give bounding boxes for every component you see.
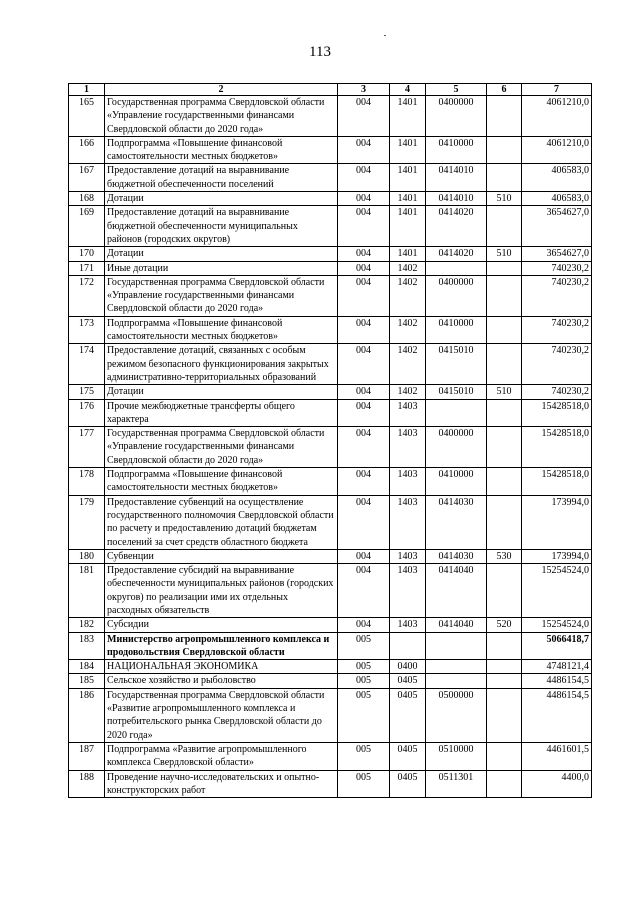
item-name-cell: Предоставление субсидий на выравнивание обеспеченности муниципальных районов (городских округов) по реализации ими их отдельных расходных обязательств <box>105 564 338 618</box>
table-row <box>69 564 592 618</box>
item-name-cell: Дотации <box>105 385 338 399</box>
target-article-cell: 0400000 <box>426 96 487 137</box>
section-code-cell <box>390 632 426 660</box>
item-name-cell: Сельское хозяйство и рыболовство <box>105 674 338 688</box>
item-name-cell: Государственная программа Свердловской области «Управление государственными финансами Свердловской области до 2020 года» <box>105 427 338 468</box>
column-header: 7 <box>522 84 592 96</box>
item-name-cell: Предоставление дотаций на выравнивание бюджетной обеспеченности муниципальных районов (городских округов) <box>105 206 338 247</box>
table-row <box>69 275 592 316</box>
amount-cell: 406583,0 <box>522 192 592 206</box>
amount-cell: 15428518,0 <box>522 427 592 468</box>
expense-type-cell <box>487 206 522 247</box>
row-number-cell: 184 <box>69 660 105 674</box>
row-number-cell: 172 <box>69 275 105 316</box>
ministry-code-cell: 004 <box>338 247 390 261</box>
row-number-cell: 185 <box>69 674 105 688</box>
amount-cell: 173994,0 <box>522 495 592 549</box>
ministry-code-cell: 004 <box>338 96 390 137</box>
amount-cell: 4061210,0 <box>522 136 592 164</box>
expense-type-cell <box>487 742 522 770</box>
section-code-cell: 1401 <box>390 136 426 164</box>
amount-cell: 15428518,0 <box>522 399 592 427</box>
item-name-cell: Субвенции <box>105 549 338 563</box>
page-number: 113 <box>309 44 331 60</box>
table-row <box>69 468 592 496</box>
section-code-cell: 1402 <box>390 385 426 399</box>
row-number-cell: 165 <box>69 96 105 137</box>
amount-cell: 15428518,0 <box>522 468 592 496</box>
row-number-cell: 180 <box>69 549 105 563</box>
item-name-cell: Прочие межбюджетные трансферты общего характера <box>105 399 338 427</box>
table-body <box>69 96 592 798</box>
row-number-cell: 166 <box>69 136 105 164</box>
amount-cell: 5066418,7 <box>522 632 592 660</box>
table-row <box>69 247 592 261</box>
target-article-cell: 0414020 <box>426 247 487 261</box>
ministry-code-cell: 004 <box>338 261 390 275</box>
item-name-cell: НАЦИОНАЛЬНАЯ ЭКОНОМИКА <box>105 660 338 674</box>
ministry-code-cell: 004 <box>338 136 390 164</box>
amount-cell: 3654627,0 <box>522 206 592 247</box>
item-name-cell: Дотации <box>105 192 338 206</box>
ministry-code-cell: 005 <box>338 770 390 798</box>
expense-type-cell <box>487 164 522 192</box>
amount-cell: 740230,2 <box>522 385 592 399</box>
row-number-cell: 176 <box>69 399 105 427</box>
target-article-cell: 0410000 <box>426 316 487 344</box>
section-code-cell: 1401 <box>390 192 426 206</box>
expense-type-cell: 520 <box>487 618 522 632</box>
target-article-cell: 0414010 <box>426 164 487 192</box>
amount-cell: 173994,0 <box>522 549 592 563</box>
expense-type-cell: 510 <box>487 247 522 261</box>
table-row <box>69 261 592 275</box>
item-name-cell: Государственная программа Свердловской области «Управление государственными финансами Свердловской области до 2020 года» <box>105 96 338 137</box>
expense-type-cell <box>487 316 522 344</box>
target-article-cell: 0510000 <box>426 742 487 770</box>
table-row <box>69 344 592 385</box>
target-article-cell: 0400000 <box>426 427 487 468</box>
amount-cell: 740230,2 <box>522 344 592 385</box>
item-name-cell: Подпрограмма «Повышение финансовой самостоятельности местных бюджетов» <box>105 136 338 164</box>
table-row <box>69 96 592 137</box>
target-article-cell <box>426 399 487 427</box>
target-article-cell: 0500000 <box>426 688 487 742</box>
row-number-cell: 169 <box>69 206 105 247</box>
expense-type-cell <box>487 495 522 549</box>
ministry-code-cell: 004 <box>338 618 390 632</box>
section-code-cell: 1403 <box>390 399 426 427</box>
expense-type-cell <box>487 399 522 427</box>
target-article-cell <box>426 674 487 688</box>
row-number-cell: 186 <box>69 688 105 742</box>
item-name-cell: Предоставление дотаций на выравнивание бюджетной обеспеченности поселений <box>105 164 338 192</box>
amount-cell: 4461601,5 <box>522 742 592 770</box>
ministry-code-cell: 004 <box>338 316 390 344</box>
ministry-code-cell: 004 <box>338 399 390 427</box>
expense-type-cell: 530 <box>487 549 522 563</box>
row-number-cell: 175 <box>69 385 105 399</box>
column-header: 6 <box>487 84 522 96</box>
expense-type-cell <box>487 564 522 618</box>
ministry-code-cell: 004 <box>338 495 390 549</box>
ministry-code-cell: 005 <box>338 688 390 742</box>
expense-type-cell <box>487 632 522 660</box>
amount-cell: 740230,2 <box>522 316 592 344</box>
table-row <box>69 618 592 632</box>
ministry-code-cell: 004 <box>338 427 390 468</box>
section-code-cell: 1401 <box>390 96 426 137</box>
table-row <box>69 136 592 164</box>
expense-type-cell <box>487 136 522 164</box>
row-number-cell: 188 <box>69 770 105 798</box>
row-number-cell: 173 <box>69 316 105 344</box>
item-name-cell: Субсидии <box>105 618 338 632</box>
table-header-row <box>69 84 592 96</box>
ministry-code-cell: 004 <box>338 468 390 496</box>
row-number-cell: 182 <box>69 618 105 632</box>
section-code-cell: 1403 <box>390 618 426 632</box>
target-article-cell: 0414030 <box>426 549 487 563</box>
row-number-cell: 187 <box>69 742 105 770</box>
amount-cell: 740230,2 <box>522 275 592 316</box>
table-row <box>69 192 592 206</box>
section-code-cell: 1401 <box>390 164 426 192</box>
item-name-cell: Государственная программа Свердловской области «Управление государственными финансами Свердловской области до 2020 года» <box>105 275 338 316</box>
section-code-cell: 1403 <box>390 495 426 549</box>
expense-type-cell <box>487 344 522 385</box>
table-row <box>69 206 592 247</box>
table-row <box>69 164 592 192</box>
row-number-cell: 178 <box>69 468 105 496</box>
amount-cell: 4486154,5 <box>522 688 592 742</box>
column-header: 5 <box>426 84 487 96</box>
section-code-cell: 1403 <box>390 427 426 468</box>
section-code-cell: 0405 <box>390 742 426 770</box>
scan-speck <box>384 35 386 36</box>
section-code-cell: 1402 <box>390 344 426 385</box>
column-header: 1 <box>69 84 105 96</box>
expense-type-cell <box>487 96 522 137</box>
item-name-cell: Подпрограмма «Повышение финансовой самостоятельности местных бюджетов» <box>105 316 338 344</box>
target-article-cell <box>426 261 487 275</box>
section-code-cell: 1401 <box>390 206 426 247</box>
ministry-code-cell: 004 <box>338 564 390 618</box>
amount-cell: 15254524,0 <box>522 618 592 632</box>
expense-type-cell <box>487 261 522 275</box>
target-article-cell: 0414040 <box>426 564 487 618</box>
row-number-cell: 167 <box>69 164 105 192</box>
target-article-cell: 0410000 <box>426 136 487 164</box>
table-row <box>69 660 592 674</box>
amount-cell: 15254524,0 <box>522 564 592 618</box>
section-code-cell: 1402 <box>390 275 426 316</box>
table-row <box>69 495 592 549</box>
ministry-code-cell: 005 <box>338 742 390 770</box>
table-row <box>69 674 592 688</box>
item-name-cell: Предоставление дотаций, связанных с особым режимом безопасного функционирования закрытых административно-территориальных образований <box>105 344 338 385</box>
expense-type-cell <box>487 688 522 742</box>
table-row <box>69 316 592 344</box>
section-code-cell: 0400 <box>390 660 426 674</box>
section-code-cell: 1403 <box>390 468 426 496</box>
table-row <box>69 385 592 399</box>
expense-type-cell <box>487 660 522 674</box>
table-row <box>69 688 592 742</box>
row-number-cell: 179 <box>69 495 105 549</box>
target-article-cell: 0415010 <box>426 385 487 399</box>
target-article-cell <box>426 660 487 674</box>
expense-type-cell: 510 <box>487 385 522 399</box>
table-row <box>69 399 592 427</box>
target-article-cell: 0410000 <box>426 468 487 496</box>
item-name-cell: Предоставление субвенций на осуществление государственного полномочия Свердловской области по расчету и предоставлению дотаций бюджетам поселений за счет средств областного бюджета <box>105 495 338 549</box>
item-name-cell: Иные дотации <box>105 261 338 275</box>
section-code-cell: 1403 <box>390 564 426 618</box>
column-header: 4 <box>390 84 426 96</box>
row-number-cell: 183 <box>69 632 105 660</box>
ministry-code-cell: 004 <box>338 549 390 563</box>
section-code-cell: 1401 <box>390 247 426 261</box>
amount-cell: 4400,0 <box>522 770 592 798</box>
row-number-cell: 181 <box>69 564 105 618</box>
expense-type-cell <box>487 468 522 496</box>
section-code-cell: 0405 <box>390 674 426 688</box>
ministry-code-cell: 004 <box>338 275 390 316</box>
target-article-cell: 0414020 <box>426 206 487 247</box>
table-row <box>69 549 592 563</box>
target-article-cell <box>426 632 487 660</box>
section-code-cell: 1402 <box>390 316 426 344</box>
expense-type-cell: 510 <box>487 192 522 206</box>
expense-type-cell <box>487 427 522 468</box>
table-row <box>69 632 592 660</box>
ministry-code-cell: 004 <box>338 385 390 399</box>
amount-cell: 740230,2 <box>522 261 592 275</box>
item-name-cell: Министерство агропромышленного комплекса и продовольствия Свердловской области <box>105 632 338 660</box>
target-article-cell: 0400000 <box>426 275 487 316</box>
table-row <box>69 742 592 770</box>
item-name-cell: Подпрограмма «Развитие агропромышленного комплекса Свердловской области» <box>105 742 338 770</box>
amount-cell: 4061210,0 <box>522 96 592 137</box>
table-row <box>69 770 592 798</box>
ministry-code-cell: 005 <box>338 674 390 688</box>
row-number-cell: 170 <box>69 247 105 261</box>
target-article-cell: 0415010 <box>426 344 487 385</box>
budget-table <box>68 83 592 798</box>
column-header: 3 <box>338 84 390 96</box>
target-article-cell: 0414010 <box>426 192 487 206</box>
expense-type-cell <box>487 770 522 798</box>
column-header: 2 <box>105 84 338 96</box>
row-number-cell: 174 <box>69 344 105 385</box>
target-article-cell: 0414040 <box>426 618 487 632</box>
ministry-code-cell: 004 <box>338 192 390 206</box>
row-number-cell: 177 <box>69 427 105 468</box>
expense-type-cell <box>487 674 522 688</box>
amount-cell: 4486154,5 <box>522 674 592 688</box>
item-name-cell: Проведение научно-исследовательских и опытно-конструкторских работ <box>105 770 338 798</box>
item-name-cell: Дотации <box>105 247 338 261</box>
table-row <box>69 427 592 468</box>
item-name-cell: Государственная программа Свердловской области «Развитие агропромышленного комплекса и потребительского рынка Свердловской области до 2020 года» <box>105 688 338 742</box>
section-code-cell: 0405 <box>390 770 426 798</box>
amount-cell: 4748121,4 <box>522 660 592 674</box>
target-article-cell: 0414030 <box>426 495 487 549</box>
amount-cell: 406583,0 <box>522 164 592 192</box>
ministry-code-cell: 004 <box>338 206 390 247</box>
row-number-cell: 168 <box>69 192 105 206</box>
target-article-cell: 0511301 <box>426 770 487 798</box>
ministry-code-cell: 005 <box>338 660 390 674</box>
ministry-code-cell: 005 <box>338 632 390 660</box>
section-code-cell: 1403 <box>390 549 426 563</box>
amount-cell: 3654627,0 <box>522 247 592 261</box>
row-number-cell: 171 <box>69 261 105 275</box>
section-code-cell: 1402 <box>390 261 426 275</box>
section-code-cell: 0405 <box>390 688 426 742</box>
item-name-cell: Подпрограмма «Повышение финансовой самостоятельности местных бюджетов» <box>105 468 338 496</box>
ministry-code-cell: 004 <box>338 164 390 192</box>
expense-type-cell <box>487 275 522 316</box>
ministry-code-cell: 004 <box>338 344 390 385</box>
